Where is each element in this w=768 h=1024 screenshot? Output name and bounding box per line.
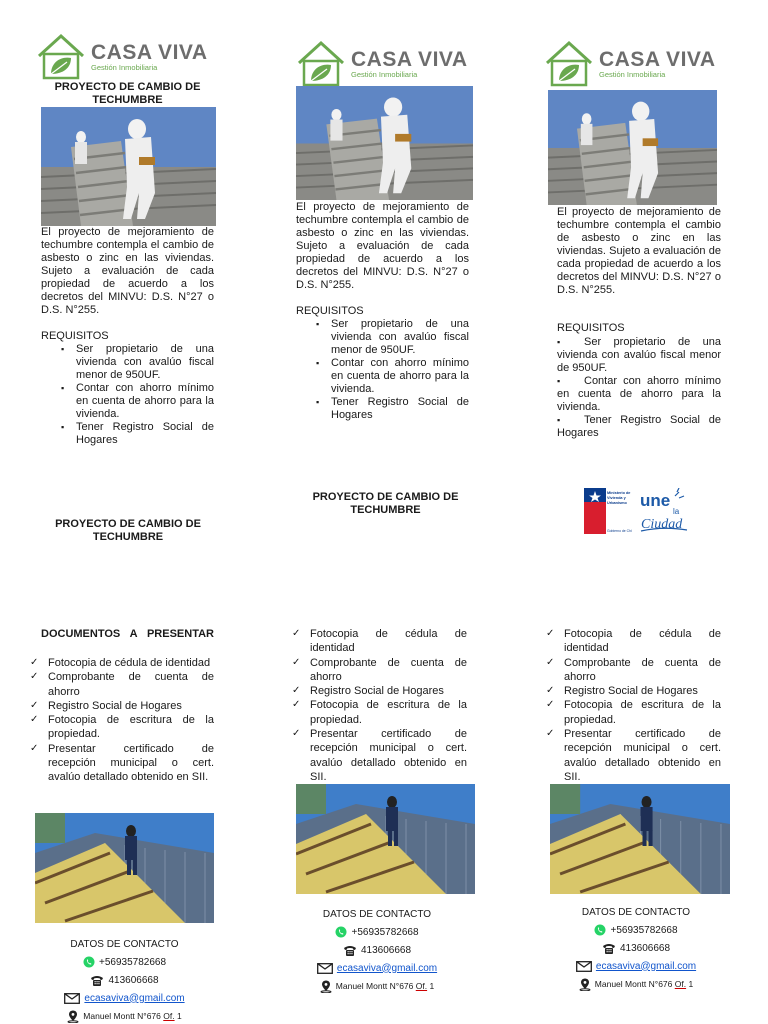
- contact-title: DATOS DE CONTACTO: [581, 906, 691, 918]
- casa-viva-logo: [35, 32, 208, 82]
- requisitos-title: REQUISITOS: [296, 305, 364, 317]
- check-icon: ✓: [546, 685, 555, 697]
- une-la-ciudad-logo: [639, 488, 689, 532]
- documentos-list: [292, 627, 467, 784]
- check-icon: ✓: [292, 656, 301, 668]
- check-icon: ✓: [546, 728, 555, 740]
- requisitos-list: [296, 318, 469, 422]
- intro-paragraph: El proyecto de mejoramiento de techumbre contempla el cambio de asbesto o zinc en las viviendas. Sujeto a evaluación de cada propiedad de acuerdo a los decretos del MINVU: D.S. N°27 o D.S. N°255.: [41, 226, 214, 316]
- list-item: ▪ Contar con ahorro mínimo en cuenta de ahorro para la vivienda.: [296, 357, 469, 396]
- contact-block: [287, 905, 467, 995]
- list-item: ✓ Comprobante de cuenta de ahorro: [546, 656, 721, 683]
- check-icon: ✓: [30, 699, 39, 711]
- documentos-list: [546, 627, 721, 784]
- contact-title: DATOS DE CONTACTO: [322, 908, 432, 920]
- check-icon: ✓: [30, 671, 39, 683]
- list-item: ✓ Comprobante de cuenta de ahorro: [292, 656, 467, 683]
- list-item: ✓ Fotocopia de cédula de identidad: [546, 628, 721, 655]
- mail-icon: [64, 993, 80, 1004]
- list-item: ✓ Presentar certificado de recepción municipal o cert. avalúo detallado obtenido en SII.: [546, 728, 721, 783]
- une-text: une: [640, 491, 671, 510]
- casa-viva-logo: [295, 39, 468, 89]
- page-title: PROYECTO DE CAMBIO DE TECHUMBRE: [54, 81, 201, 106]
- list-item: ✓ Fotocopia de cédula de identidad: [292, 628, 467, 655]
- list-item: ▪ Tener Registro Social de Hogares: [557, 414, 721, 439]
- requisitos-title: REQUISITOS: [557, 322, 625, 334]
- list-item: ▪ Ser propietario de una vivienda con avalúo fiscal menor de 950UF.: [41, 343, 214, 382]
- roof-worker-photo: [296, 86, 473, 200]
- documentos-title: DOCUMENTOS A PRESENTAR: [41, 628, 214, 640]
- brand-subtitle: Gestión Inmobiliaria: [91, 62, 158, 72]
- email-link[interactable]: ecasaviva@gmail.com: [84, 992, 185, 1004]
- location-pin-icon: [320, 980, 332, 993]
- check-icon: ✓: [546, 699, 555, 711]
- location-pin-icon: [67, 1010, 79, 1023]
- casa-viva-logo: [543, 39, 716, 89]
- check-icon: ✓: [30, 714, 39, 726]
- house-leaf-icon: [35, 32, 87, 82]
- check-icon: ✓: [30, 742, 39, 754]
- house-leaf-icon: [295, 39, 347, 89]
- list-item: ✓ Comprobante de cuenta de ahorro: [30, 671, 214, 698]
- list-item: ✓ Fotocopia de escritura de la propiedad.: [30, 714, 214, 741]
- email-row: [287, 959, 467, 977]
- phone-row: 413606668: [35, 971, 214, 989]
- documentos-list: [30, 656, 214, 785]
- phone-row: 413606668: [546, 939, 726, 957]
- email-link[interactable]: ecasaviva@gmail.com: [595, 960, 697, 972]
- list-item: ✓ Presentar certificado de recepción municipal o cert. avalúo detallado obtenido en SII.: [292, 728, 467, 783]
- location-pin-icon: [579, 978, 591, 991]
- whatsapp-row: +56935782668: [35, 953, 214, 971]
- contact-title: DATOS DE CONTACTO: [70, 938, 179, 950]
- list-item: ▪ Contar con ahorro mínimo en cuenta de ahorro para la vivienda.: [41, 382, 214, 421]
- check-icon: ✓: [30, 657, 39, 668]
- la-text: la: [673, 507, 680, 516]
- requisitos-list: [41, 343, 214, 447]
- contact-block: [35, 935, 214, 1024]
- brand-name: CASA VIVA: [599, 47, 716, 71]
- svg-text:Gobierno de Chile: Gobierno de Chile: [607, 529, 632, 533]
- whatsapp-icon: [83, 956, 95, 968]
- list-item: ✓ Fotocopia de cédula de identidad: [30, 657, 211, 669]
- roof-worker-photo: [41, 107, 216, 226]
- section-title: PROYECTO DE CAMBIO DE TECHUMBRE: [55, 518, 201, 543]
- list-item: ▪ Contar con ahorro mínimo en cuenta de ahorro para la vivienda.: [557, 375, 721, 413]
- list-item: ✓ Fotocopia de escritura de la propiedad.: [546, 699, 721, 726]
- check-icon: ✓: [292, 728, 301, 740]
- bullet-icon: ▪: [557, 376, 561, 386]
- phone-icon: [343, 945, 357, 956]
- brand-name: CASA VIVA: [91, 40, 208, 64]
- svg-text:Vivienda y: Vivienda y: [607, 496, 626, 500]
- intro-paragraph: El proyecto de mejoramiento de techumbre contempla el cambio de asbesto o zinc en las viviendas. Sujeto a evaluación de cada propiedad de acuerdo a los decretos del MINVU: D.S. N°27 o D.S. N°255.: [557, 206, 721, 296]
- contact-block: [546, 903, 726, 993]
- svg-text:Ministerio de: Ministerio de: [607, 491, 631, 495]
- list-item: ▪ Tener Registro Social de Hogares: [296, 396, 469, 422]
- brand-name: CASA VIVA: [351, 47, 468, 71]
- check-icon: ✓: [546, 628, 555, 639]
- roof-worker-photo: [548, 90, 717, 205]
- roof-insulation-photo: [296, 784, 475, 894]
- list-item: ✓ Fotocopia de escritura de la propiedad.: [292, 699, 467, 726]
- list-item: ▪ Tener Registro Social de Hogares: [41, 421, 214, 447]
- address-row: Manuel Montt N°676 Of. 1: [287, 977, 467, 995]
- list-item: ✓ Registro Social de Hogares: [292, 685, 444, 698]
- whatsapp-icon: [335, 926, 347, 938]
- roof-insulation-photo: [35, 813, 214, 923]
- list-item: ▪ Ser propietario de una vivienda con avalúo fiscal menor de 950UF.: [296, 318, 469, 357]
- house-leaf-icon: [543, 39, 595, 89]
- list-item: ✓ Registro Social de Hogares: [30, 699, 182, 712]
- check-icon: ✓: [292, 685, 301, 697]
- whatsapp-row: +56935782668: [546, 921, 726, 939]
- email-row: [35, 989, 214, 1007]
- svg-text:Urbanismo: Urbanismo: [607, 501, 627, 505]
- address-row: Manuel Montt N°676 Of. 1: [35, 1007, 214, 1024]
- address-row: Manuel Montt N°676 Of. 1: [546, 975, 726, 993]
- bullet-icon: ▪: [557, 337, 561, 347]
- brand-subtitle: Gestión Inmobiliaria: [599, 69, 666, 79]
- email-row: [546, 957, 726, 975]
- phone-icon: [602, 943, 616, 954]
- phone-row: 413606668: [287, 941, 467, 959]
- brand-subtitle: Gestión Inmobiliaria: [351, 69, 418, 79]
- mail-icon: [317, 963, 333, 974]
- list-item: ✓ Presentar certificado de recepción municipal o cert. avalúo detallado obtenido en SII.: [30, 742, 214, 784]
- section-title: PROYECTO DE CAMBIO DE TECHUMBRE: [312, 491, 459, 516]
- whatsapp-icon: [594, 924, 606, 936]
- whatsapp-row: +56935782668: [287, 923, 467, 941]
- mail-icon: [576, 961, 592, 972]
- check-icon: ✓: [292, 628, 301, 639]
- requisitos-title: REQUISITOS: [41, 330, 109, 342]
- list-item: ▪ Ser propietario de una vivienda con avalúo fiscal menor de 950UF.: [557, 336, 721, 374]
- requisitos-list: [557, 336, 721, 440]
- ciudad-text: Ciudad: [641, 517, 683, 532]
- phone-icon: [90, 975, 104, 986]
- minvu-logo: [584, 488, 632, 534]
- check-icon: ✓: [292, 699, 301, 711]
- check-icon: ✓: [546, 656, 555, 668]
- email-link[interactable]: ecasaviva@gmail.com: [336, 962, 438, 974]
- roof-insulation-photo: [550, 784, 730, 894]
- intro-paragraph: El proyecto de mejoramiento de techumbre contempla el cambio de asbesto o zinc en las viviendas. Sujeto a evaluación de cada propiedad de acuerdo a los decretos del MINVU: D.S. N°27 o D.S. N°255.: [296, 201, 469, 291]
- bullet-icon: ▪: [557, 415, 561, 425]
- list-item: ✓ Registro Social de Hogares: [546, 685, 698, 698]
